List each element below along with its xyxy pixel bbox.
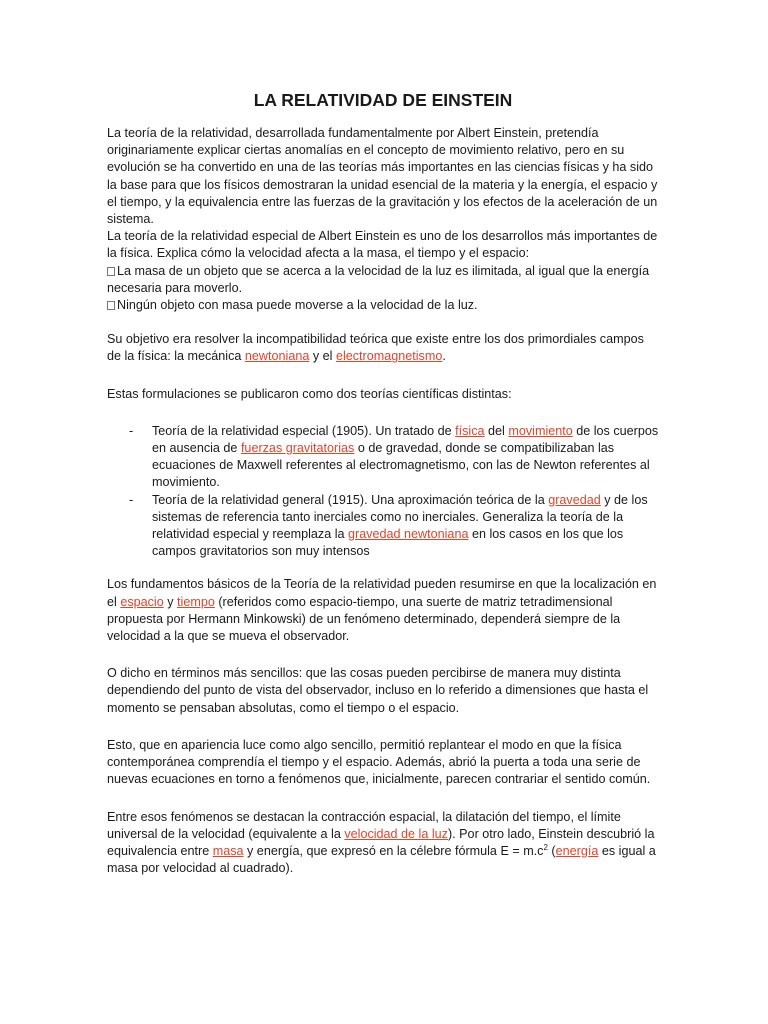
text: o de gravedad, donde se compatibilizaban las ecuaciones de Maxwell referentes al electromagnetismo, con las de Newton referentes al movimiento. — [152, 441, 650, 490]
link-gravedad-newtoniana[interactable]: gravedad newtoniana — [348, 527, 469, 542]
text: . — [442, 349, 446, 364]
text: del — [484, 423, 509, 438]
page-title: LA RELATIVIDAD DE EINSTEIN — [253, 90, 513, 110]
link-fisica[interactable]: física — [455, 423, 485, 438]
link-tiempo[interactable]: tiempo — [177, 594, 215, 609]
list-item-special-relativity — [107, 423, 659, 492]
bullet-text: La masa de un objeto que se acerca a la velocidad de la luz es ilimitada, al igual que la energía necesaria para moverlo. — [107, 263, 650, 295]
link-fuerzas-gravitatorias[interactable]: fuerzas gravitatorias — [240, 441, 355, 456]
link-energia[interactable]: energía — [555, 843, 599, 858]
text: ). Por otro lado, Einstein descubrió la equivalencia entre — [107, 826, 655, 858]
theories-list — [107, 423, 659, 561]
paragraph-special-relativity: La teoría de la relatividad especial de Albert Einstein es uno de los desarrollos más importantes de la física. Explica cómo la velocidad afecta a la masa, el tiempo y el espacio: — [107, 229, 658, 261]
paragraph-appearance: Esto, que en apariencia luce como algo sencillo, permitió replantear el modo en que la física contemporánea comprendía el tiempo y el espacio. Además, abrió la puerta a toda una serie de nuevas ecuaciones en torno a fenómenos que, inicialmente, parecen contrariar el sentido común. — [107, 737, 651, 787]
paragraph-formulations: Estas formulaciones se publicaron como dos teorías científicas distintas: — [107, 386, 512, 401]
bullet-text: Ningún objeto con masa puede moverse a la velocidad de la luz. — [117, 298, 478, 313]
link-movimiento[interactable]: movimiento — [508, 423, 573, 438]
paragraph-simpler-terms: O dicho en términos más sencillos: que las cosas pueden percibirse de manera muy distinta dependiendo del punto de vista del observador, incluso en lo referido a dimensiones que hasta el momento se pensaban absolutas, como el tiempo o el espacio. — [107, 666, 649, 715]
text: y el — [309, 349, 336, 364]
text: y — [163, 594, 178, 609]
link-gravedad[interactable]: gravedad — [548, 492, 601, 507]
text: Teoría de la relatividad general (1915). Una aproximación teórica de la — [152, 492, 549, 507]
bullet-item-speed-of-light — [107, 297, 659, 314]
text: es igual a masa por velocidad al cuadrado). — [107, 843, 656, 876]
text: Entre esos fenómenos se destacan la contracción espacial, la dilatación del tiempo, el límite universal de la velocidad (equivalente a la — [107, 809, 621, 841]
text: de los cuerpos en ausencia de — [152, 423, 659, 456]
paragraph-objective — [107, 331, 659, 365]
text: y energía, que expresó en la célebre fórmula E = m.c — [243, 843, 544, 858]
paragraph-phenomena — [107, 809, 659, 878]
bullet-item-mass — [107, 263, 659, 297]
text: ( — [547, 843, 556, 858]
link-newtoniana[interactable]: newtoniana — [244, 349, 310, 364]
link-espacio[interactable]: espacio — [120, 594, 164, 609]
document-page — [107, 90, 659, 877]
paragraph-intro: La teoría de la relatividad, desarrollada fundamentalmente por Albert Einstein, pretendía originariamente explicar ciertas anomalías en el concepto de movimiento relativo, pero en su evolución se ha convertido en una de las teorías más importantes en las ciencias físicas y ha sido la base para que los físicos demostraran la unidad esencial de la materia y la energía, el espacio y el tiempo, y la equivalencia entre las fuerzas de la gravitación y los efectos de la aceleración de un sistema. — [107, 126, 658, 227]
link-masa[interactable]: masa — [212, 843, 244, 858]
text: Los fundamentos básicos de la Teoría de la relatividad pueden resumirse en que la localización en el — [107, 577, 657, 609]
superscript-two: 2 — [543, 842, 548, 852]
list-item-general-relativity — [107, 492, 659, 561]
text: y de los sistemas de referencia tanto inerciales como no inerciales. Generaliza la teoría de la relatividad especial y reemplaza la — [152, 492, 648, 542]
text: Teoría de la relatividad especial (1905). Un tratado de — [152, 423, 456, 438]
text: en los casos en los que los campos gravitatorios son muy intensos — [152, 527, 624, 559]
link-velocidad-de-la-luz[interactable]: velocidad de la luz — [344, 826, 448, 841]
paragraph-fundamentals — [107, 576, 659, 645]
text: (referidos como espacio-tiempo, una suerte de matriz tetradimensional propuesta por Hermann Minkowski) de un fenómeno determinado, dependerá siempre de la velocidad a la que se mueva el observador. — [107, 594, 621, 644]
link-electromagnetismo[interactable]: electromagnetismo — [335, 349, 443, 364]
text: Su objetivo era resolver la incompatibilidad teórica que existe entre los dos primordiales campos de la física: la mecánica — [107, 332, 644, 364]
